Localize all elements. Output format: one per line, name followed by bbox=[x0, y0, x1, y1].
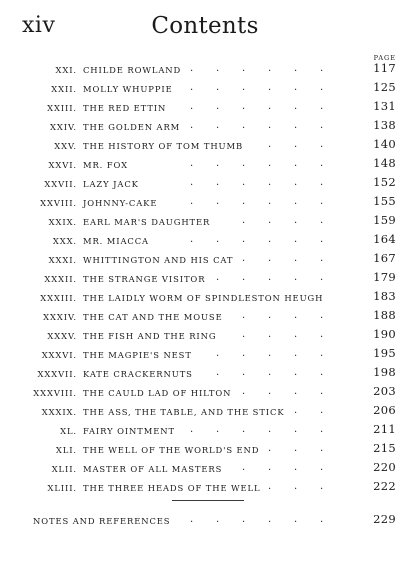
leader-dot: . bbox=[294, 101, 299, 112]
entry-page: 140 bbox=[373, 137, 396, 151]
entry-number: XXIX. bbox=[48, 217, 77, 227]
leader-dot: . bbox=[268, 462, 273, 473]
entry-page: 198 bbox=[373, 365, 396, 379]
leader-dot: . bbox=[268, 348, 273, 359]
leader-dot: . bbox=[216, 82, 221, 93]
leader-dot: . bbox=[216, 367, 221, 378]
entry-title: THE CAULD LAD OF HILTON bbox=[83, 388, 232, 398]
leader-dot: . bbox=[268, 177, 273, 188]
leader-dot: . bbox=[268, 481, 273, 492]
entry-page: 155 bbox=[373, 194, 396, 208]
toc-entry bbox=[0, 60, 410, 79]
entry-title: WHITTINGTON AND HIS CAT bbox=[83, 255, 234, 265]
leader-dot: . bbox=[216, 63, 221, 74]
leader-dot: . bbox=[268, 367, 273, 378]
toc-entry bbox=[0, 117, 410, 136]
entry-page: 148 bbox=[373, 156, 396, 170]
leader-dot: . bbox=[294, 386, 299, 397]
entry-title: THE STRANGE VISITOR bbox=[83, 274, 206, 284]
page-folio: xiv bbox=[22, 13, 56, 38]
leader-dot: . bbox=[242, 514, 247, 525]
leader-dot: . bbox=[294, 63, 299, 74]
leader-dot: . bbox=[320, 462, 325, 473]
leader-dot: . bbox=[242, 101, 247, 112]
leader-dot: . bbox=[268, 272, 273, 283]
leader-dot: . bbox=[242, 82, 247, 93]
entry-page: 220 bbox=[373, 460, 396, 474]
entry-page: 167 bbox=[373, 251, 396, 265]
entry-page: 188 bbox=[373, 308, 396, 322]
entry-number: XXXIX. bbox=[41, 407, 77, 417]
leader-dot: . bbox=[216, 234, 221, 245]
leader-dot: . bbox=[294, 443, 299, 454]
leader-dot: . bbox=[242, 120, 247, 131]
entry-title: LAZY JACK bbox=[83, 179, 139, 189]
leader-dot: . bbox=[268, 101, 273, 112]
toc-entry bbox=[0, 269, 410, 288]
leader-dot: . bbox=[294, 481, 299, 492]
toc-entry bbox=[0, 459, 410, 478]
leader-dot: . bbox=[320, 63, 325, 74]
leader-dot: . bbox=[242, 386, 247, 397]
entry-number: XXXVII. bbox=[37, 369, 77, 379]
leader-dot: . bbox=[320, 310, 325, 321]
leader-dot: . bbox=[320, 196, 325, 207]
leader-dot: . bbox=[320, 82, 325, 93]
entry-number: XXXI. bbox=[48, 255, 77, 265]
leader-dot: . bbox=[242, 177, 247, 188]
entry-title: THE GOLDEN ARM bbox=[83, 122, 181, 132]
leader-dot: . bbox=[320, 481, 325, 492]
toc-entry bbox=[0, 79, 410, 98]
entry-number: XXV. bbox=[54, 141, 77, 151]
toc-entry bbox=[0, 345, 410, 364]
leader-dot: . bbox=[242, 196, 247, 207]
entry-title: CHILDE ROWLAND bbox=[83, 65, 182, 75]
entry-number: XXVIII. bbox=[40, 198, 77, 208]
entry-page: 159 bbox=[373, 213, 396, 227]
leader-dot: . bbox=[190, 63, 195, 74]
leader-dot: . bbox=[268, 120, 273, 131]
leader-dot: . bbox=[294, 120, 299, 131]
leader-dot: . bbox=[294, 196, 299, 207]
toc-entry bbox=[0, 136, 410, 155]
leader-dot: . bbox=[216, 424, 221, 435]
leader-dot: . bbox=[294, 272, 299, 283]
toc-entry bbox=[0, 478, 410, 497]
leader-dot: . bbox=[268, 139, 273, 150]
leader-dot: . bbox=[268, 386, 273, 397]
entry-title: NOTES AND REFERENCES bbox=[33, 516, 171, 526]
entry-page: 179 bbox=[373, 270, 396, 284]
leader-dot: . bbox=[268, 329, 273, 340]
leader-dot: . bbox=[294, 462, 299, 473]
entry-number: XLII. bbox=[51, 464, 77, 474]
notes-entry bbox=[0, 511, 410, 530]
leader-dot: . bbox=[294, 329, 299, 340]
toc-entry bbox=[0, 250, 410, 269]
leader-dot: . bbox=[320, 443, 325, 454]
leader-dot: . bbox=[216, 120, 221, 131]
entry-title: JOHNNY-CAKE bbox=[83, 198, 158, 208]
leader-dot: . bbox=[320, 158, 325, 169]
leader-dot: . bbox=[320, 348, 325, 359]
toc-entry bbox=[0, 288, 410, 307]
toc-entry bbox=[0, 326, 410, 345]
leader-dot: . bbox=[242, 329, 247, 340]
leader-dot: . bbox=[268, 253, 273, 264]
entry-title: THE RED ETTIN bbox=[83, 103, 167, 113]
leader-dot: . bbox=[320, 234, 325, 245]
leader-dot: . bbox=[216, 101, 221, 112]
leader-dot: . bbox=[294, 215, 299, 226]
leader-dot: . bbox=[320, 253, 325, 264]
leader-dot: . bbox=[294, 234, 299, 245]
entry-title: THE CAT AND THE MOUSE bbox=[83, 312, 223, 322]
leader-dot: . bbox=[216, 272, 221, 283]
entry-title: MOLLY WHUPPIE bbox=[83, 84, 173, 94]
entry-number: XXXIII. bbox=[40, 293, 77, 303]
leader-dot: . bbox=[268, 234, 273, 245]
entry-page: 229 bbox=[373, 512, 396, 526]
entry-number: XXXII. bbox=[44, 274, 77, 284]
leader-dot: . bbox=[242, 158, 247, 169]
entry-page: 211 bbox=[373, 422, 396, 436]
table-of-contents bbox=[0, 60, 410, 497]
toc-entry bbox=[0, 421, 410, 440]
entry-page: 125 bbox=[373, 80, 396, 94]
section-divider bbox=[172, 500, 244, 501]
leader-dot: . bbox=[294, 310, 299, 321]
entry-number: XLI. bbox=[55, 445, 77, 455]
entry-title: THE MAGPIE'S NEST bbox=[83, 350, 192, 360]
entry-title: EARL MAR'S DAUGHTER bbox=[83, 217, 211, 227]
page-title: Contents bbox=[151, 13, 259, 39]
leader-dot: . bbox=[190, 514, 195, 525]
toc-entry bbox=[0, 440, 410, 459]
leader-dot: . bbox=[216, 196, 221, 207]
entry-page: 152 bbox=[373, 175, 396, 189]
leader-dot: . bbox=[242, 215, 247, 226]
toc-entry bbox=[0, 212, 410, 231]
leader-dot: . bbox=[242, 310, 247, 321]
entry-title: FAIRY OINTMENT bbox=[83, 426, 175, 436]
leader-dot: . bbox=[320, 405, 325, 416]
leader-dot: . bbox=[294, 405, 299, 416]
toc-entry bbox=[0, 402, 410, 421]
toc-entry bbox=[0, 231, 410, 250]
entry-page: 215 bbox=[373, 441, 396, 455]
entry-number: XXI. bbox=[55, 65, 77, 75]
entry-title: MR. FOX bbox=[83, 160, 128, 170]
leader-dot: . bbox=[294, 348, 299, 359]
entry-number: XXX. bbox=[52, 236, 77, 246]
leader-dot: . bbox=[268, 196, 273, 207]
leader-dot: . bbox=[320, 272, 325, 283]
leader-dot: . bbox=[320, 177, 325, 188]
leader-dot: . bbox=[190, 196, 195, 207]
entry-number: XXXVIII. bbox=[33, 388, 77, 398]
leader-dot: . bbox=[216, 177, 221, 188]
entry-title: THE ASS, THE TABLE, AND THE STICK bbox=[83, 407, 285, 417]
entry-page: 203 bbox=[373, 384, 396, 398]
entry-title: KATE CRACKERNUTS bbox=[83, 369, 193, 379]
leader-dot: . bbox=[242, 63, 247, 74]
entry-number: XXIII. bbox=[47, 103, 77, 113]
leader-dot: . bbox=[320, 101, 325, 112]
entry-page: 222 bbox=[373, 479, 396, 493]
leader-dot: . bbox=[190, 234, 195, 245]
leader-dot: . bbox=[294, 82, 299, 93]
leader-dot: . bbox=[294, 367, 299, 378]
leader-dot: . bbox=[216, 348, 221, 359]
leader-dot: . bbox=[268, 310, 273, 321]
leader-dot: . bbox=[242, 367, 247, 378]
leader-dot: . bbox=[268, 82, 273, 93]
leader-dot: . bbox=[320, 424, 325, 435]
entry-page: 195 bbox=[373, 346, 396, 360]
leader-dot: . bbox=[190, 177, 195, 188]
entry-title: MR. MIACCA bbox=[83, 236, 150, 246]
entry-number: XXXIV. bbox=[43, 312, 77, 322]
leader-dot: . bbox=[320, 367, 325, 378]
leader-dot: . bbox=[294, 424, 299, 435]
leader-dot: . bbox=[268, 63, 273, 74]
leader-dot: . bbox=[190, 101, 195, 112]
leader-dot: . bbox=[242, 272, 247, 283]
toc-entry bbox=[0, 307, 410, 326]
entry-page: 190 bbox=[373, 327, 396, 341]
leader-dot: . bbox=[294, 139, 299, 150]
toc-entry bbox=[0, 364, 410, 383]
entry-number: XXII. bbox=[51, 84, 77, 94]
toc-entry bbox=[0, 155, 410, 174]
leader-dot: . bbox=[268, 514, 273, 525]
leader-dot: . bbox=[320, 514, 325, 525]
leader-dot: . bbox=[242, 424, 247, 435]
entry-number: XXIV. bbox=[50, 122, 77, 132]
leader-dot: . bbox=[320, 329, 325, 340]
leader-dot: . bbox=[216, 158, 221, 169]
leader-dot: . bbox=[268, 215, 273, 226]
toc-entry bbox=[0, 98, 410, 117]
entry-title: THE THREE HEADS OF THE WELL bbox=[83, 483, 261, 493]
leader-dot: . bbox=[216, 514, 221, 525]
entry-page: 117 bbox=[373, 61, 396, 75]
leader-dot: . bbox=[242, 348, 247, 359]
entry-title: THE LAIDLY WORM OF SPINDLESTON HEUGH bbox=[83, 293, 324, 303]
leader-dot: . bbox=[242, 253, 247, 264]
leader-dot: . bbox=[320, 139, 325, 150]
entry-page: 206 bbox=[373, 403, 396, 417]
leader-dot: . bbox=[190, 424, 195, 435]
entry-number: XXVI. bbox=[48, 160, 77, 170]
leader-dot: . bbox=[294, 253, 299, 264]
entry-title: THE HISTORY OF TOM THUMB bbox=[83, 141, 244, 151]
entry-page: 164 bbox=[373, 232, 396, 246]
entry-number: XXXVI. bbox=[41, 350, 77, 360]
entry-number: XXXV. bbox=[47, 331, 77, 341]
entry-title: THE WELL OF THE WORLD'S END bbox=[83, 445, 260, 455]
leader-dot: . bbox=[190, 82, 195, 93]
leader-dot: . bbox=[268, 158, 273, 169]
leader-dot: . bbox=[294, 514, 299, 525]
leader-dot: . bbox=[320, 386, 325, 397]
entry-page: 183 bbox=[373, 289, 396, 303]
entry-title: MASTER OF ALL MASTERS bbox=[83, 464, 223, 474]
leader-dot: . bbox=[268, 443, 273, 454]
toc-entry bbox=[0, 383, 410, 402]
toc-entry bbox=[0, 174, 410, 193]
leader-dot: . bbox=[294, 158, 299, 169]
entry-number: XLIII. bbox=[47, 483, 77, 493]
entry-page: 131 bbox=[373, 99, 396, 113]
page-column-label: PAGE bbox=[373, 54, 396, 62]
leader-dot: . bbox=[242, 462, 247, 473]
entry-page: 138 bbox=[373, 118, 396, 132]
toc-entry bbox=[0, 193, 410, 212]
entry-number: XL. bbox=[60, 426, 77, 436]
leader-dot: . bbox=[320, 120, 325, 131]
leader-dot: . bbox=[242, 234, 247, 245]
entry-title: THE FISH AND THE RING bbox=[83, 331, 217, 341]
leader-dot: . bbox=[190, 158, 195, 169]
leader-dot: . bbox=[268, 424, 273, 435]
leader-dot: . bbox=[294, 177, 299, 188]
leader-dot: . bbox=[190, 120, 195, 131]
leader-dot: . bbox=[320, 215, 325, 226]
entry-number: XXVII. bbox=[44, 179, 77, 189]
